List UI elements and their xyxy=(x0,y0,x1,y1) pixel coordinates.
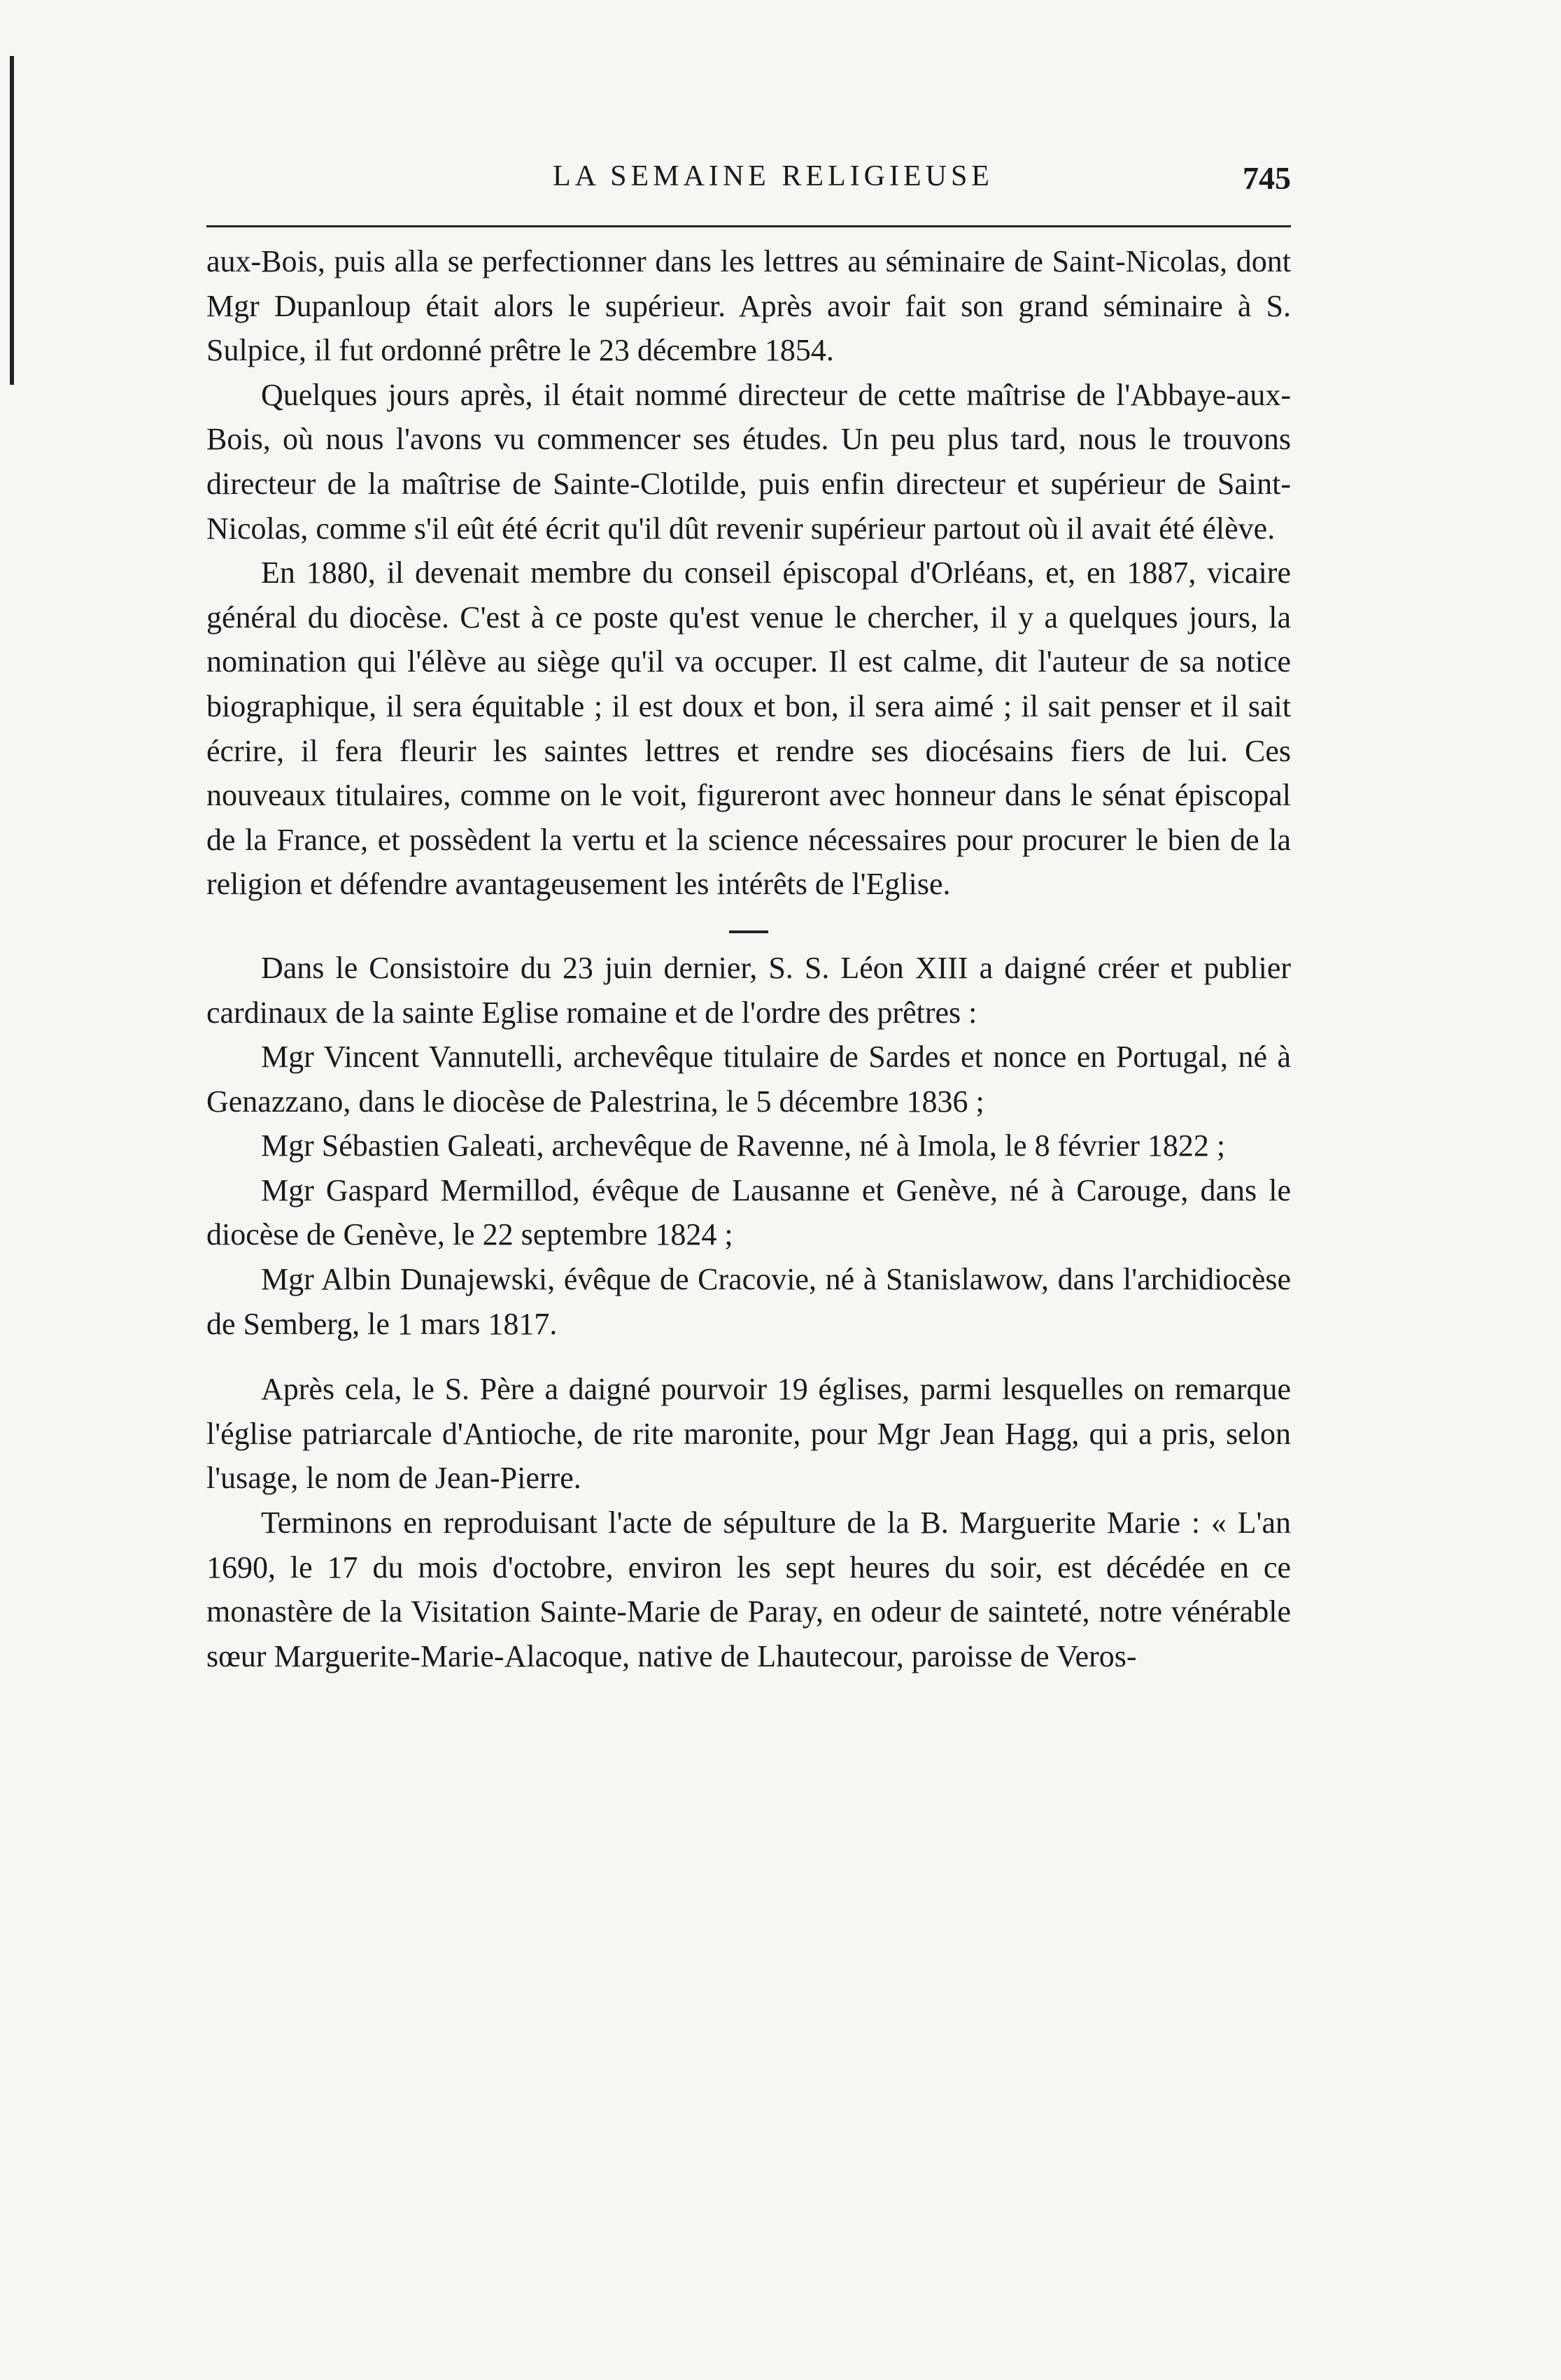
list-item: Mgr Sébastien Galeati, archevêque de Ravenne, né à Imola, le 8 février 1822 ; xyxy=(261,1128,1226,1163)
running-header xyxy=(206,160,1291,201)
list-item: Mgr Gaspard Mermillod, évêque de Lausanne et Genève, né à Carouge, dans le diocèse de Genève, le 22 septembre 1824 ; xyxy=(206,1173,1291,1252)
section-divider xyxy=(729,930,768,933)
paragraph: En 1880, il devenait membre du conseil épiscopal d'Orléans, et, en 1887, vicaire général du diocèse. C'est à ce poste qu'est venue le chercher, il y a quelques jours, la nomination qui l'élève au siège qu'il va occuper. Il est calme, dit l'auteur de sa notice biographique, il sera équitable ; il est doux et bon, il sera aimé ; il sait penser et il sait écrire, il fera fleurir les saintes lettres et rendre ses diocésains fiers de lui. Ces nouveaux titulaires, comme on le voit, figureront avec honneur dans le sénat épiscopal de la France, et possèdent la vertu et la science nécessaires pour procurer le bien de la religion et défendre avantageusement les intérêts de l'Eglise. xyxy=(206,555,1291,902)
header-rule xyxy=(206,225,1291,227)
paragraph: Après cela, le S. Père a daigné pourvoir 19 églises, parmi lesquelles on remarque l'église patriarcale d'Antioche, de rite maronite, pour Mgr Jean Hagg, qui a pris, selon l'usage, le nom de Jean-Pierre. xyxy=(206,1372,1291,1496)
page-number: 745 xyxy=(1243,160,1291,196)
paragraph: Terminons en reproduisant l'acte de sépulture de la B. Marguerite Marie : « L'an 1690, le 17 du mois d'octobre, environ les sept heures du soir, est décédée en ce monastère de la Visitation Sainte-Marie de Paray, en odeur de sainteté, notre vénérable sœur Marguerite-Marie-Alacoque, native de Lhautecour, paroisse de Veros- xyxy=(206,1506,1291,1673)
header-title: LA SEMAINE RELIGIEUSE xyxy=(553,160,994,192)
paragraph: Dans le Consistoire du 23 juin dernier, S. S. Léon XIII a daigné créer et publier cardinaux de la sainte Eglise romaine et de l'ordre des prêtres : xyxy=(206,950,1291,1030)
body-text xyxy=(206,239,1291,1678)
scan-edge-shadow xyxy=(10,56,14,385)
list-item: Mgr Albin Dunajewski, évêque de Cracovie, né à Stanislawow, dans l'archidiocèse de Semberg, le 1 mars 1817. xyxy=(206,1262,1291,1341)
paragraph: aux-Bois, puis alla se perfectionner dans les lettres au séminaire de Saint-Nicolas, dont Mgr Dupanloup était alors le supérieur. Après avoir fait son grand séminaire à S. Sulpice, il fut ordonné prêtre le 23 décembre 1854. xyxy=(206,244,1291,368)
list-item: Mgr Vincent Vannutelli, archevêque titulaire de Sardes et nonce en Portugal, né à Genazzano, dans le diocèse de Palestrina, le 5 décembre 1836 ; xyxy=(206,1040,1291,1119)
paragraph: Quelques jours après, il était nommé directeur de cette maîtrise de l'Abbaye-aux-Bois, où nous l'avons vu commencer ses études. Un peu plus tard, nous le trouvons directeur de la maîtrise de Sainte-Clotilde, puis enfin directeur et supérieur de Saint-Nicolas, comme s'il eût été écrit qu'il dût revenir supérieur partout où il avait été élève. xyxy=(206,377,1291,546)
